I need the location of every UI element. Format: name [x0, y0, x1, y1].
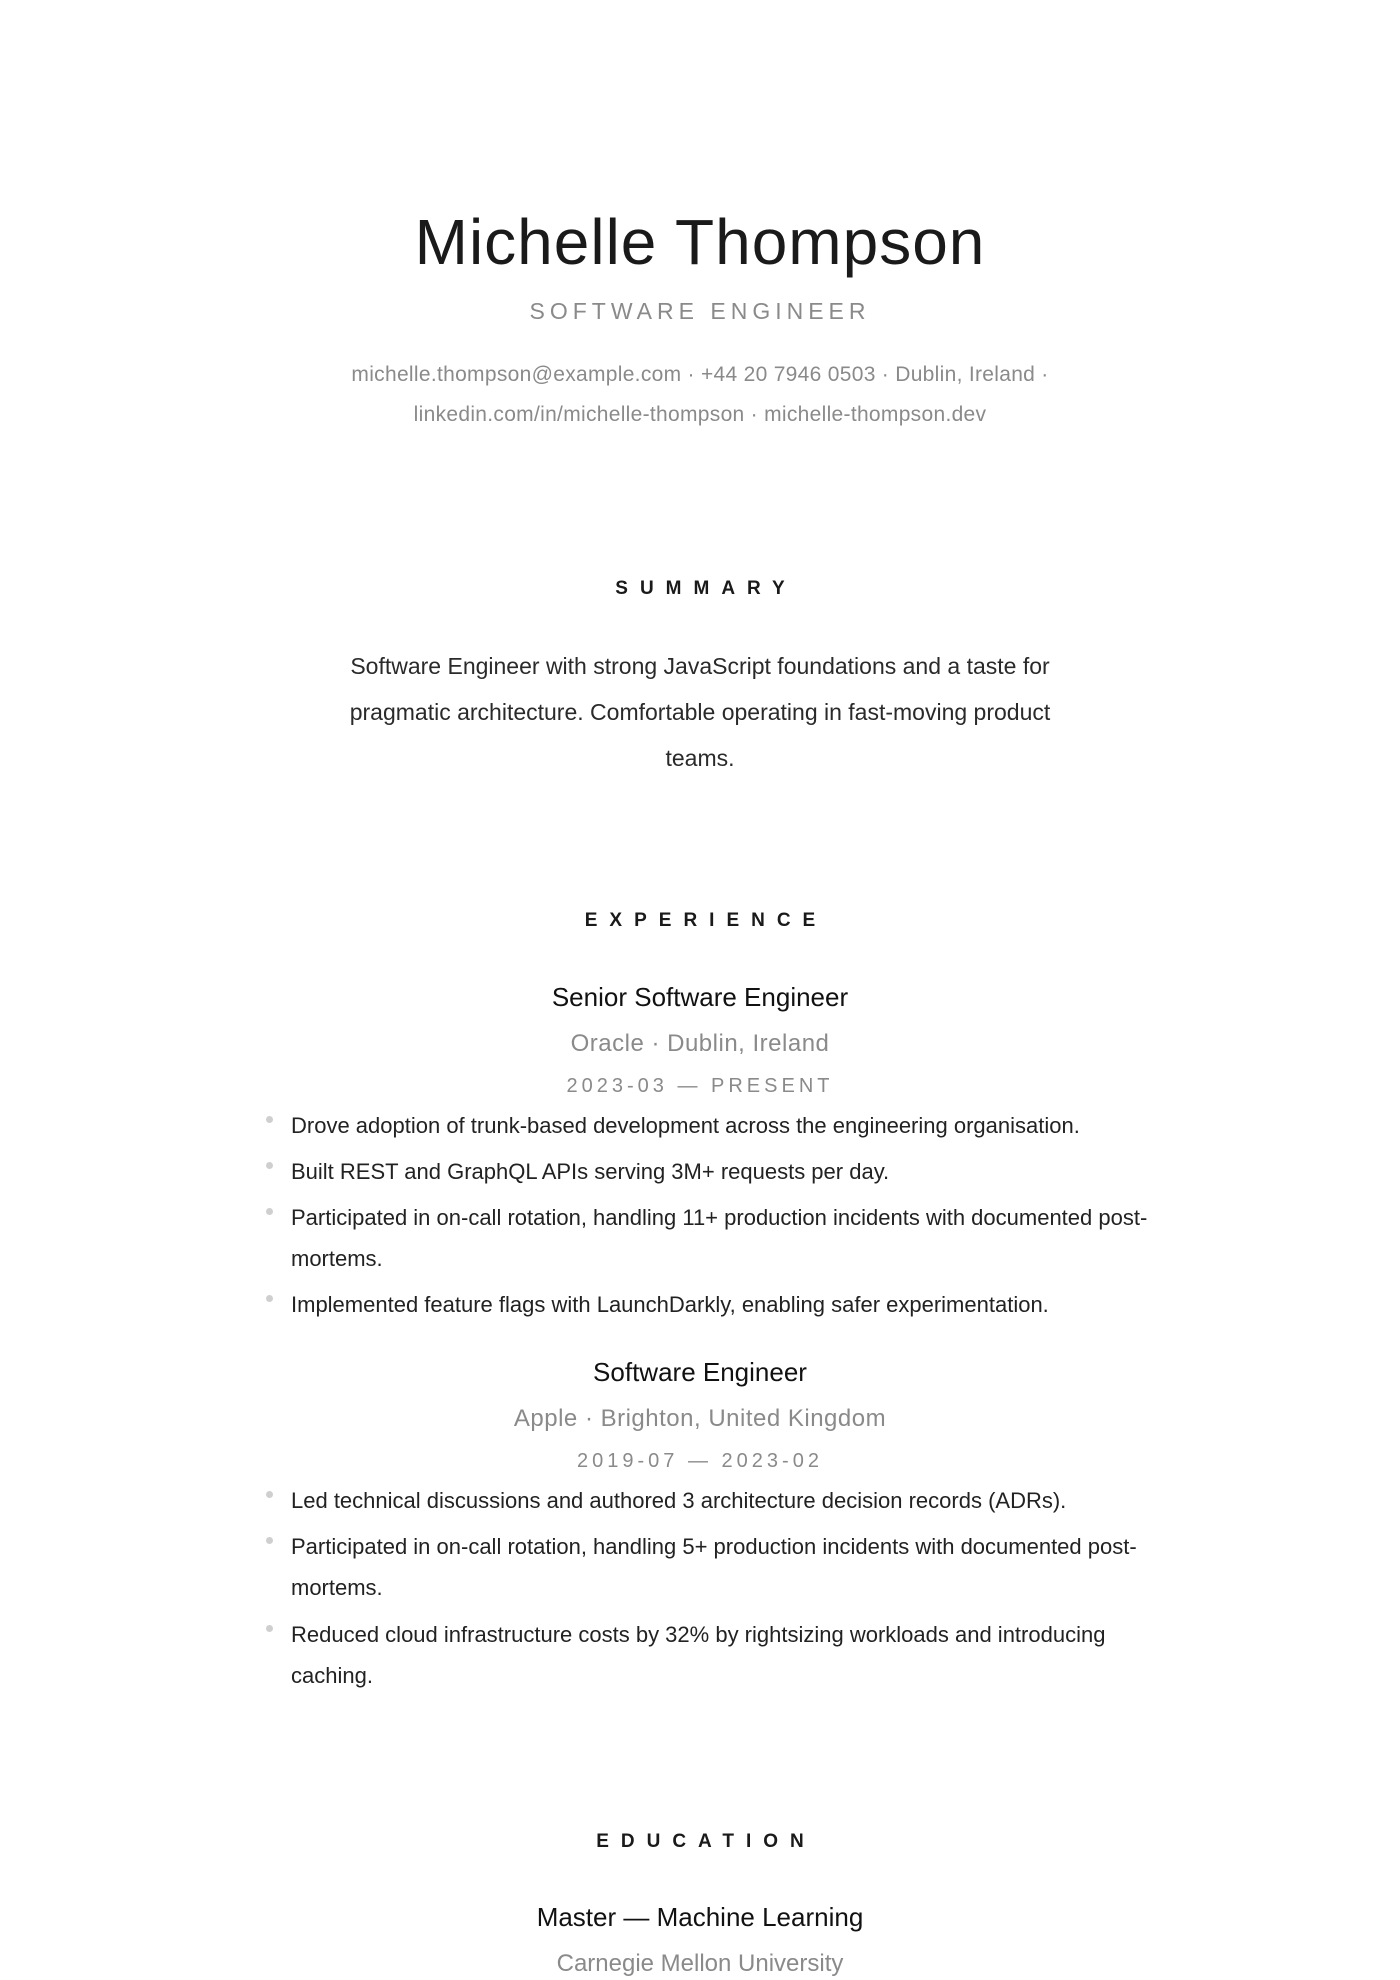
bullet-dot [266, 1116, 273, 1123]
bullet-dot [266, 1537, 273, 1544]
bullet-dot [266, 1162, 273, 1169]
contact-line-2: linkedin.com/in/michelle-thompson · michelle-thompson.dev [413, 403, 987, 426]
experience-heading: EXPERIENCE [584, 910, 828, 931]
job-2-company: Apple · Brighton, United Kingdom [513, 1405, 887, 1432]
summary-line-2: pragmatic architecture. Comfortable operating in fast-moving product [349, 699, 1051, 725]
bullet-dot [266, 1295, 273, 1302]
education-degree: Master — Machine Learning [536, 1902, 864, 1932]
summary-line-3: teams. [665, 745, 735, 771]
summary-heading: SUMMARY [615, 578, 797, 599]
job-2-bullet-1: Led technical discussions and authored 3 architecture decision records (ADRs). [291, 1488, 1067, 1513]
job-title-subtitle: SOFTWARE ENGINEER [529, 298, 871, 324]
bullet-dot [266, 1208, 273, 1215]
job-1-bullet-1: Drove adoption of trunk-based development across the engineering organisation. [291, 1113, 1080, 1138]
job-1-company: Oracle · Dublin, Ireland [570, 1030, 830, 1057]
candidate-name: Michelle Thompson [414, 206, 986, 278]
bullet-dot [266, 1625, 273, 1632]
job-1-title: Senior Software Engineer [551, 982, 849, 1012]
education-school: Carnegie Mellon University [556, 1950, 844, 1977]
job-2-bullet-3: Reduced cloud infrastructure costs by 32% by rightsizing workloads and introducing caching. [291, 1622, 1106, 1688]
job-1-bullet-3: Participated in on-call rotation, handling 11+ production incidents with documented post-mortems. [291, 1205, 1148, 1271]
job-1-bullet-4: Implemented feature flags with LaunchDarkly, enabling safer experimentation. [291, 1292, 1049, 1317]
job-2-title: Software Engineer [593, 1357, 807, 1387]
summary-line-1: Software Engineer with strong JavaScript foundations and a taste for [350, 653, 1050, 679]
job-1-dates: 2023-03 — PRESENT [566, 1075, 834, 1097]
job-1-bullet-2: Built REST and GraphQL APIs serving 3M+ requests per day. [291, 1159, 890, 1184]
bullet-dot [266, 1491, 273, 1498]
contact-line-1: michelle.thompson@example.com · +44 20 7946 0503 · Dublin, Ireland · [351, 363, 1049, 386]
job-2-dates: 2019-07 — 2023-02 [577, 1450, 823, 1472]
job-2-bullet-2: Participated in on-call rotation, handling 5+ production incidents with documented post-mortems. [291, 1534, 1137, 1600]
education-heading: EDUCATION [596, 1831, 816, 1852]
